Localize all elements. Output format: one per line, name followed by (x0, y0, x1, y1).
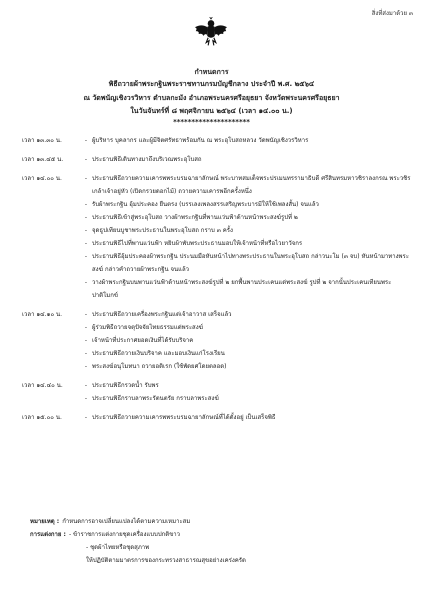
ceremony-location: ณ วัดพนัญเชิงวรวิหาร ตำบลกะมัง อำเภอพระนครศรีอยุธยา จังหวัดพระนครศรีอยุธยา (83, 94, 340, 102)
schedule-text: รับผ้าพระกฐิน อุ้มประคอง ยืนตรง (บรรเลงเพลงสรรเสริญพระบารมีให้ใช้เพลงสั้น) จนแล้ว (92, 201, 319, 208)
schedule-text: วางผ้าพระกฐินบนพานแว่นฟ้าด้านหน้าพระสงฆ์รูปที่ ๒ ยกพื้นพานประเคนแด่พระสงฆ์ รูปที่ ๒ จากนั้นประเคนเทียนพระปาติโมกข์ (92, 279, 392, 299)
schedule-text: จุดธูปเทียนบูชาพระประธานในพระอุโบสถ กราบ ๓ ครั้ง (92, 227, 233, 234)
schedule-row (22, 347, 412, 360)
schedule-row (22, 134, 412, 147)
bullet-dash: - (84, 137, 88, 144)
schedule-row (22, 392, 412, 405)
schedule-row (22, 276, 412, 302)
bullet-dash: - (84, 311, 88, 318)
schedule-row (22, 334, 412, 347)
schedule-row (22, 153, 412, 166)
bullet-dash: - (84, 337, 88, 344)
schedule-row (22, 321, 412, 334)
bullet-dash: - (84, 395, 88, 402)
bullet-dash: - (84, 253, 88, 260)
schedule-text: เจ้าหน้าที่ประกาศยอดเงินที่ได้รับบริจาค (92, 337, 194, 344)
dress-item: - ข้าราชการแต่งกายชุดเครื่องแบบปกติขาว (68, 531, 181, 538)
schedule-row (22, 237, 412, 250)
schedule-text: ประธานพิธีเข้าสู่พระอุโบสถ วางผ้าพระกฐินที่พานแว่นฟ้าด้านหน้าพระสงฆ์รูปที่ ๒ (92, 214, 298, 221)
attachment-label: สิ่งที่ส่งมาด้วย ๓ (371, 10, 413, 17)
schedule-text: ผู้บริหาร บุคลากร และผู้มีจิตศรัทธาพร้อมกัน ณ พระอุโบสถหลวง วัดพนัญเชิงวรวิหาร (92, 137, 309, 144)
notes-section (30, 515, 410, 567)
schedule-row (22, 411, 412, 424)
ceremony-title: พิธีถวายผ้าพระกฐินพระราชทานกรมบัญชีกลาง ประจำปี พ.ศ. ๒๕๖๔ (108, 80, 315, 88)
schedule-text: ประธานพิธีเดินทางมาถึงบริเวณพระอุโบสถ (92, 156, 202, 163)
schedule-text: ประธานพิธีถวายเงินบริจาค และมอบเงินแก่โรงเรียน (92, 350, 225, 357)
garuda-emblem-icon (192, 14, 230, 52)
schedule-text: ประธานพิธีถวายเครื่องพระกฐินแด่เจ้าอาวาส เสร็จแล้ว (92, 311, 232, 318)
schedule-row (22, 308, 412, 321)
bullet-dash: - (84, 382, 88, 389)
schedule-row (22, 379, 412, 392)
bullet-dash: - (84, 414, 88, 421)
schedule-row (22, 360, 412, 373)
schedule-row (22, 224, 412, 237)
document-heading: กำหนดการ (194, 68, 229, 76)
bullet-dash: - (84, 156, 88, 163)
note-label: หมายเหตุ : (30, 518, 60, 525)
schedule-text: ผู้ร่วมพิธีถวายจตุปัจจัยไทยธรรมแด่พระสงฆ์ (92, 324, 204, 331)
bullet-dash: - (84, 175, 88, 182)
dress-instruction: ให้ปฏิบัติตามมาตรการของกระทรวงสาธารณสุขอย่างเคร่งครัด (86, 557, 246, 564)
schedule-row (22, 198, 412, 211)
schedule-text: ประธานพิธีกราบลาพระรัตนตรัย กราบลาพระสงฆ์ (92, 395, 219, 402)
bullet-dash: - (84, 279, 88, 286)
dress-label: การแต่งกาย : (30, 531, 66, 538)
schedule-time: เวลา ๑๔.๐๐ น. (22, 175, 62, 182)
bullet-dash: - (84, 324, 88, 331)
schedule-time: เวลา ๑๔.๔๐ น. (22, 382, 63, 389)
schedule-text: ประธานพิธีไปที่พานแว่นฟ้า หยิบผ้าพับพระประธานมอบให้เจ้าหน้าที่หรือไวยาวัจกร (92, 240, 303, 247)
schedule-time: เวลา ๑๓.๓๐ น. (22, 137, 62, 144)
schedule-text: ประธานพิธีกรวดน้ำ รับพร (92, 382, 159, 389)
bullet-dash: - (84, 227, 88, 234)
bullet-dash: - (84, 350, 88, 357)
bullet-dash: - (84, 201, 88, 208)
ceremony-date: ในวันจันทร์ที่ ๘ พฤศจิกายน ๒๕๖๔ (เวลา ๑๔.๐๐ น.) (130, 107, 293, 115)
bullet-dash: - (84, 240, 88, 247)
divider-stars: ********************* (173, 118, 250, 126)
schedule-row (22, 172, 412, 198)
dress-item: - ชุดผ้าไทยหรือชุดสุภาพ (86, 544, 150, 551)
schedule-time: เวลา ๑๔.๑๐ น. (22, 311, 63, 318)
schedule-list (22, 134, 412, 424)
schedule-row (22, 211, 412, 224)
schedule-text: ประธานพิธีถวายความเคารพพระบรมฉายาลักษณ์ที่ได้ตั้งอยู่ เป็นเสร็จพิธี (92, 414, 276, 421)
schedule-row (22, 250, 412, 276)
bullet-dash: - (84, 363, 88, 370)
schedule-text: พระสงฆ์อนุโมทนา ถวายอติเรก (ใช้พัดยศโดยตลอด) (92, 363, 227, 370)
schedule-time: เวลา ๑๓.๔๕ น. (22, 156, 64, 163)
note-text: กำหนดการอาจเปลี่ยนแปลงได้ตามความเหมาะสม (62, 518, 191, 525)
schedule-time: เวลา ๑๕.๐๐ น. (22, 414, 62, 421)
bullet-dash: - (84, 214, 88, 221)
schedule-text: ประธานพิธีอุ้มประคองผ้าพระกฐิน ประนมมือหันหน้าไปทางพระประธานในพระอุโบสถ กล่าวนะโม (๓ จบ) หันหน้ามาทางพระสงฆ์ กล่าวคำถวายผ้าพระกฐิน จนแล้ว (92, 253, 409, 273)
schedule-text: ประธานพิธีถวายความเคารพพระบรมฉายาลักษณ์ พระบาทสมเด็จพระปรเมนทรรามาธิบดี ศรีสินทรมหาวชิราลงกรณ พระวชิรเกล้าเจ้าอยู่หัว (เปิดกรวยดอกไม้) ถวายความเคารพอีกครั้งหนึ่ง (92, 175, 411, 195)
